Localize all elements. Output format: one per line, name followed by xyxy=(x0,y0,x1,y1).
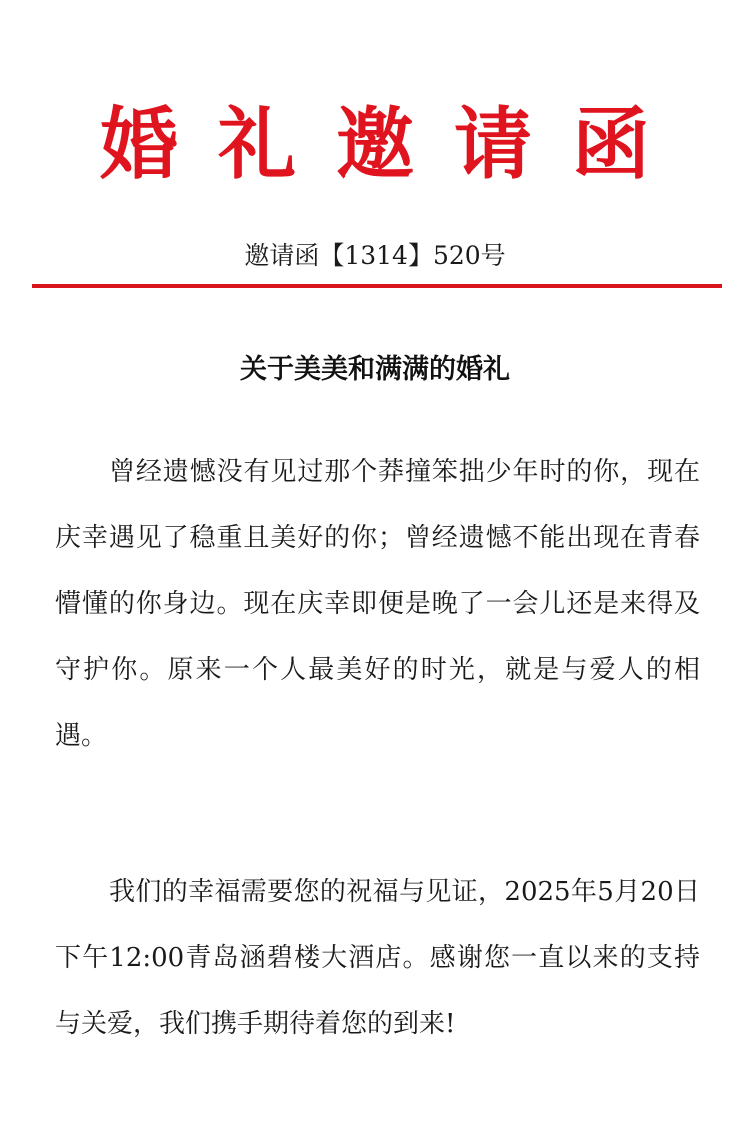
red-divider xyxy=(32,284,722,288)
document-number: 邀请函【1314】520号 xyxy=(244,241,506,270)
subject-heading: 关于美美和满满的婚礼 xyxy=(240,354,510,385)
body-paragraph-1: 曾经遗憾没有见过那个莽撞笨拙少年时的你，现在庆幸遇见了稳重且美好的你；曾经遗憾不能出现在青春懵懂的你身边。现在庆幸即便是晚了一会儿还是来得及守护你。原来一个人最美好的时光，就是与爱人的相遇。 xyxy=(55,457,700,751)
body-paragraph-2: 我们的幸福需要您的祝福与见证，2025年5月20日下午12:00青岛涵碧楼大酒店。感谢您一直以来的支持与关爱，我们携手期待着您的到来! xyxy=(55,877,700,1039)
invitation-title: 婚礼邀请函 xyxy=(99,99,690,190)
